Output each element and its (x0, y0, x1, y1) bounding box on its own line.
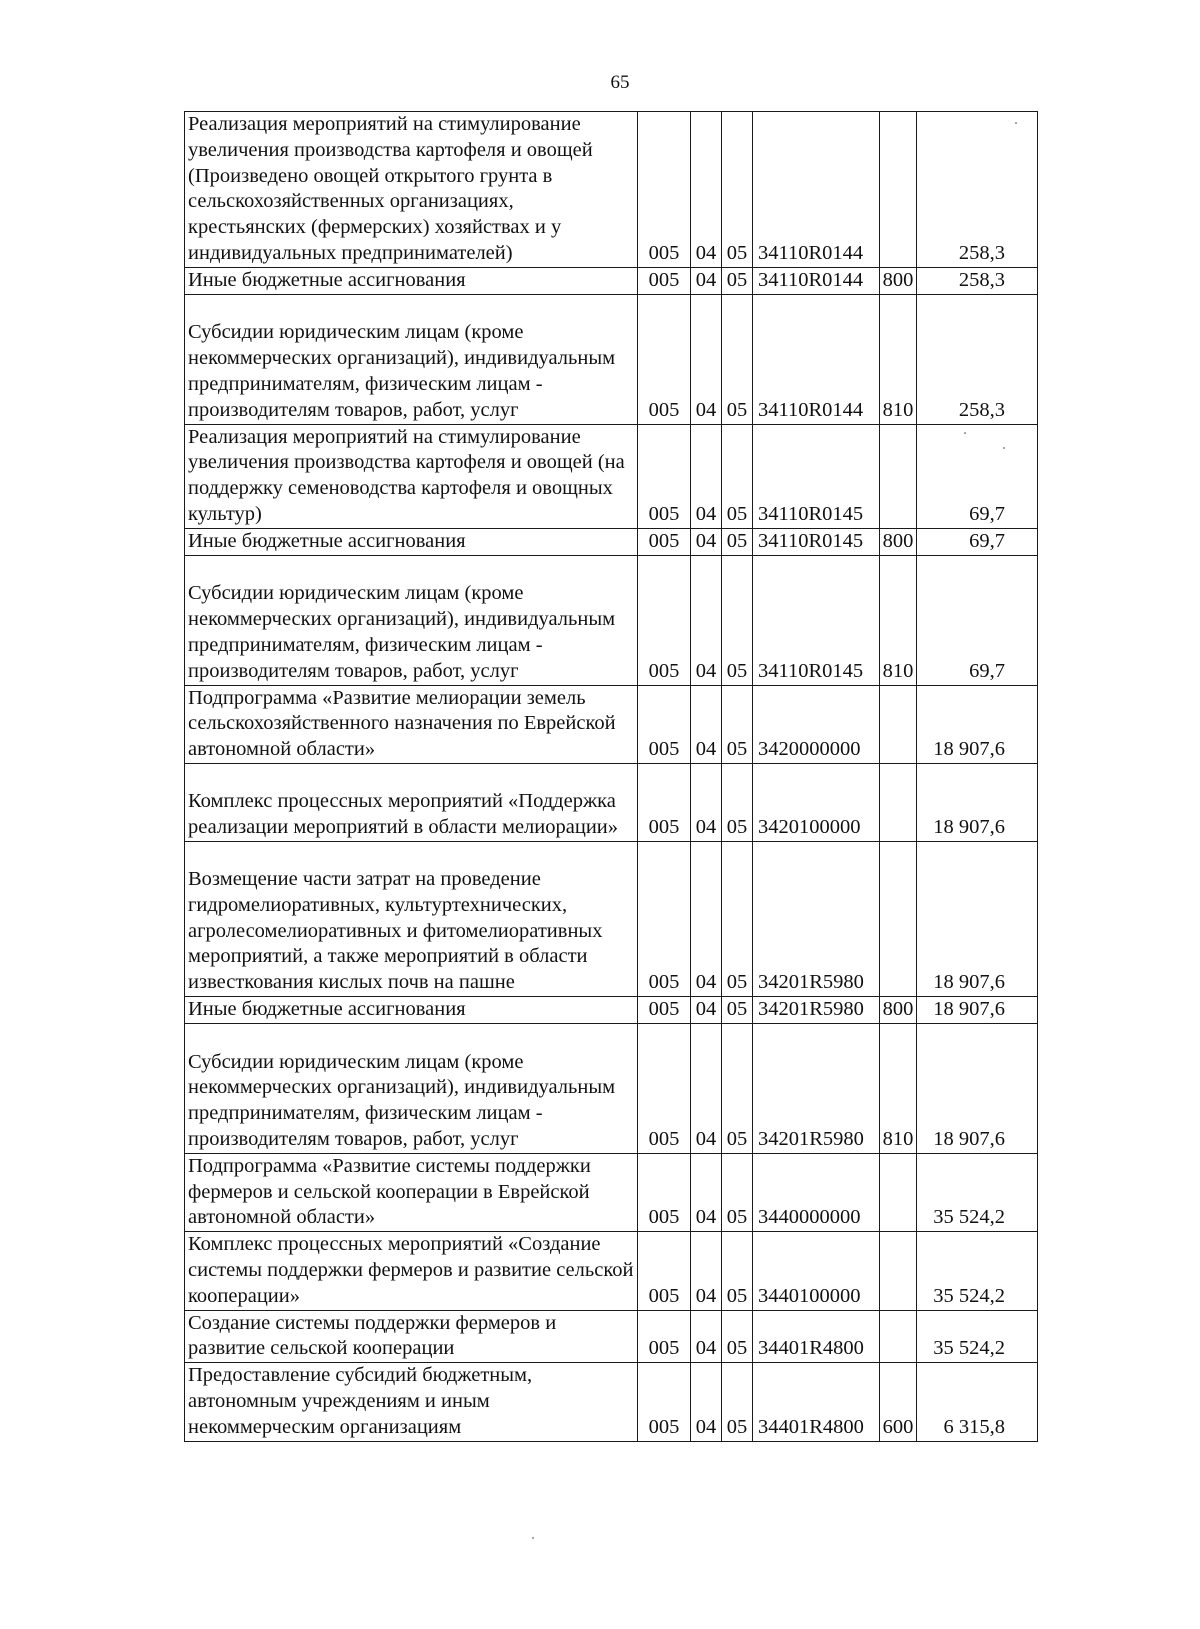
scan-speck (1015, 122, 1017, 124)
amount: 6 315,8 (917, 1363, 1038, 1441)
ministry-code: 005 (638, 112, 691, 268)
amount: 18 907,6 (917, 685, 1038, 763)
table-row (185, 294, 1038, 424)
subsection-code: 05 (722, 685, 753, 763)
row-name: Создание системы поддержки фермеров и развитие сельской кооперации (185, 1310, 638, 1363)
section-code: 04 (691, 841, 722, 996)
scan-speck (1003, 447, 1005, 449)
ministry-code: 005 (638, 294, 691, 424)
table-row (185, 555, 1038, 685)
target-article-code: 34201R5980 (753, 1023, 880, 1153)
target-article-code: 34110R0145 (753, 555, 880, 685)
section-code: 04 (691, 294, 722, 424)
ministry-code: 005 (638, 841, 691, 996)
ministry-code: 005 (638, 424, 691, 528)
amount: 18 907,6 (917, 996, 1038, 1023)
section-code: 04 (691, 112, 722, 268)
amount: 18 907,6 (917, 1023, 1038, 1153)
subsection-code: 05 (722, 294, 753, 424)
amount: 69,7 (917, 424, 1038, 528)
section-code: 04 (691, 1310, 722, 1363)
expense-type-code (880, 763, 917, 841)
expense-type-code: 800 (880, 528, 917, 555)
section-code: 04 (691, 1023, 722, 1153)
table-row (185, 996, 1038, 1023)
row-name: Субсидии юридическим лицам (кроме некоммерческих организаций), индивидуальным предпринимателям, физическим лицам - производителям товаров, работ, услуг (185, 294, 638, 424)
expense-type-code: 800 (880, 267, 917, 294)
section-code: 04 (691, 996, 722, 1023)
table-row (185, 424, 1038, 528)
expense-type-code: 810 (880, 555, 917, 685)
row-name: Субсидии юридическим лицам (кроме некоммерческих организаций), индивидуальным предпринимателям, физическим лицам - производителям товаров, работ, услуг (185, 555, 638, 685)
subsection-code: 05 (722, 112, 753, 268)
subsection-code: 05 (722, 424, 753, 528)
subsection-code: 05 (722, 996, 753, 1023)
target-article-code: 34110R0144 (753, 294, 880, 424)
expense-type-code (880, 424, 917, 528)
ministry-code: 005 (638, 685, 691, 763)
subsection-code: 05 (722, 1023, 753, 1153)
subsection-code: 05 (722, 1310, 753, 1363)
row-name: Подпрограмма «Развитие системы поддержки фермеров и сельской кооперации в Еврейской автономной области» (185, 1153, 638, 1231)
table-row (185, 685, 1038, 763)
amount: 258,3 (917, 267, 1038, 294)
row-name: Комплекс процессных мероприятий «Поддержка реализации мероприятий в области мелиорации» (185, 763, 638, 841)
amount: 69,7 (917, 555, 1038, 685)
row-name: Иные бюджетные ассигнования (185, 996, 638, 1023)
table-row (185, 1232, 1038, 1310)
row-name: Иные бюджетные ассигнования (185, 528, 638, 555)
target-article-code: 34401R4800 (753, 1363, 880, 1441)
expense-type-code (880, 112, 917, 268)
row-name: Возмещение части затрат на проведение гидромелиоративных, культуртехнических, агролесомелиоративных и фитомелиоративных мероприятий, а также мероприятий в области известкования кислых почв на пашне (185, 841, 638, 996)
expense-type-code (880, 1232, 917, 1310)
target-article-code: 34110R0145 (753, 424, 880, 528)
section-code: 04 (691, 1363, 722, 1441)
expense-type-code: 810 (880, 1023, 917, 1153)
table-row (185, 1023, 1038, 1153)
expense-type-code (880, 685, 917, 763)
ministry-code: 005 (638, 1153, 691, 1231)
expense-type-code (880, 1310, 917, 1363)
subsection-code: 05 (722, 528, 753, 555)
amount: 18 907,6 (917, 763, 1038, 841)
amount: 258,3 (917, 294, 1038, 424)
section-code: 04 (691, 424, 722, 528)
amount: 69,7 (917, 528, 1038, 555)
ministry-code: 005 (638, 1232, 691, 1310)
row-name: Субсидии юридическим лицам (кроме некоммерческих организаций), индивидуальным предпринимателям, физическим лицам - производителям товаров, работ, услуг (185, 1023, 638, 1153)
ministry-code: 005 (638, 267, 691, 294)
subsection-code: 05 (722, 841, 753, 996)
section-code: 04 (691, 555, 722, 685)
row-name: Предоставление субсидий бюджетным, автономным учреждениям и иным некоммерческим организациям (185, 1363, 638, 1441)
row-name: Иные бюджетные ассигнования (185, 267, 638, 294)
amount: 35 524,2 (917, 1232, 1038, 1310)
expense-type-code: 600 (880, 1363, 917, 1441)
expense-type-code (880, 841, 917, 996)
section-code: 04 (691, 1232, 722, 1310)
amount: 35 524,2 (917, 1310, 1038, 1363)
section-code: 04 (691, 763, 722, 841)
table-row (185, 528, 1038, 555)
section-code: 04 (691, 685, 722, 763)
table-row (185, 1153, 1038, 1231)
table-row (185, 267, 1038, 294)
ministry-code: 005 (638, 1023, 691, 1153)
table-row (185, 112, 1038, 268)
row-name: Комплекс процессных мероприятий «Создание системы поддержки фермеров и развитие сельской кооперации» (185, 1232, 638, 1310)
section-code: 04 (691, 267, 722, 294)
ministry-code: 005 (638, 555, 691, 685)
target-article-code: 34401R4800 (753, 1310, 880, 1363)
target-article-code: 34110R0144 (753, 112, 880, 268)
target-article-code: 3440000000 (753, 1153, 880, 1231)
expense-type-code: 810 (880, 294, 917, 424)
row-name: Реализация мероприятий на стимулирование увеличения производства картофеля и овощей (на поддержку семеноводства картофеля и овощных культур) (185, 424, 638, 528)
ministry-code: 005 (638, 528, 691, 555)
amount: 18 907,6 (917, 841, 1038, 996)
target-article-code: 34110R0144 (753, 267, 880, 294)
scan-speck (964, 432, 966, 434)
table-row (185, 763, 1038, 841)
section-code: 04 (691, 1153, 722, 1231)
page-number: 65 (610, 72, 630, 93)
target-article-code: 34110R0145 (753, 528, 880, 555)
expense-type-code (880, 1153, 917, 1231)
subsection-code: 05 (722, 267, 753, 294)
row-name: Подпрограмма «Развитие мелиорации земель сельскохозяйственного назначения по Еврейской автономной области» (185, 685, 638, 763)
target-article-code: 3420000000 (753, 685, 880, 763)
scan-speck (532, 1537, 534, 1539)
target-article-code: 34201R5980 (753, 996, 880, 1023)
table-row (185, 1363, 1038, 1441)
budget-table (184, 111, 1038, 1442)
amount: 35 524,2 (917, 1153, 1038, 1231)
ministry-code: 005 (638, 763, 691, 841)
subsection-code: 05 (722, 1363, 753, 1441)
amount: 258,3 (917, 112, 1038, 268)
table-row (185, 1310, 1038, 1363)
ministry-code: 005 (638, 996, 691, 1023)
target-article-code: 3440100000 (753, 1232, 880, 1310)
ministry-code: 005 (638, 1310, 691, 1363)
target-article-code: 34201R5980 (753, 841, 880, 996)
target-article-code: 3420100000 (753, 763, 880, 841)
subsection-code: 05 (722, 555, 753, 685)
section-code: 04 (691, 528, 722, 555)
subsection-code: 05 (722, 1232, 753, 1310)
expense-type-code: 800 (880, 996, 917, 1023)
ministry-code: 005 (638, 1363, 691, 1441)
row-name: Реализация мероприятий на стимулирование увеличения производства картофеля и овощей (Произведено овощей открытого грунта в сельскохозяйственных организациях, крестьянских (фермерских) хозяйствах и у индивидуальных предпринимателей) (185, 112, 638, 268)
subsection-code: 05 (722, 1153, 753, 1231)
subsection-code: 05 (722, 763, 753, 841)
table-row (185, 841, 1038, 996)
